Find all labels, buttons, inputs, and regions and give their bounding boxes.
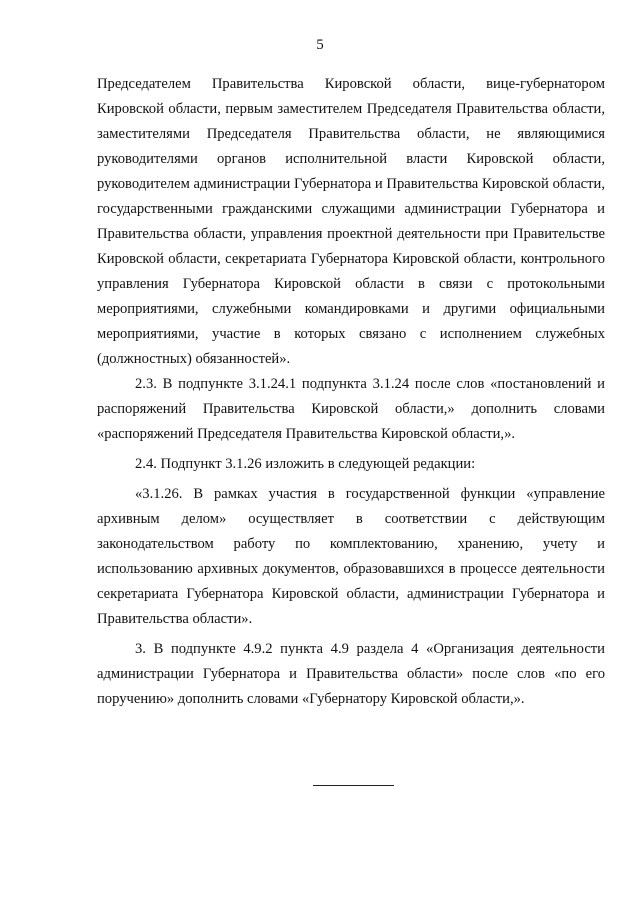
paragraph-2-3: 2.3. В подпункте 3.1.24.1 подпункта 3.1.24 после слов «постановлений и распоряжений Правительства Кировской области,» дополнить словами «распоряжений Председателя Правительства Кировской области,». [97,376,605,442]
paragraph-continuation: Председателем Правительства Кировской области, вице-губернатором Кировской области, первым заместителем Председателя Правительства области, заместителями Председателя Правительства области, не являющимися руководителями органов исполнительной власти Кировской области, руководителем администрации Губернатора и Правительства Кировской области, государственными гражданскими служащими администрации Губернатора и Правительства области, управления проектной деятельности при Правительстве Кировской области, секретариата Губернатора Кировской области, контрольного управления Губернатора Кировской области в связи с протокольными мероприятиями, служебными командировками и другими официальными мероприятиями, участие в которых связано с исполнением служебных (должностных) обязанностей». [97,76,605,367]
paragraph-2-4: 2.4. Подпункт 3.1.26 изложить в следующей редакции: [135,456,476,472]
document-body [97,72,605,712]
paragraph-3-1-26: «3.1.26. В рамках участия в государственной функции «управление архивным делом» осуществляет в соответствии с действующим законодательством работу по комплектованию, хранению, учету и использованию архивных документов, образовавшихся в процессе деятельности секретариата Губернатора Кировской области, администрации Губернатора и Правительства области». [97,486,605,627]
paragraph-3: 3. В подпункте 4.9.2 пункта 4.9 раздела 4 «Организация деятельности администрации Губернатора и Правительства области» после слов «по его поручению» дополнить словами «Губернатору Кировской области,». [97,641,605,707]
page-number: 5 [316,37,324,53]
end-divider-line [313,785,394,786]
